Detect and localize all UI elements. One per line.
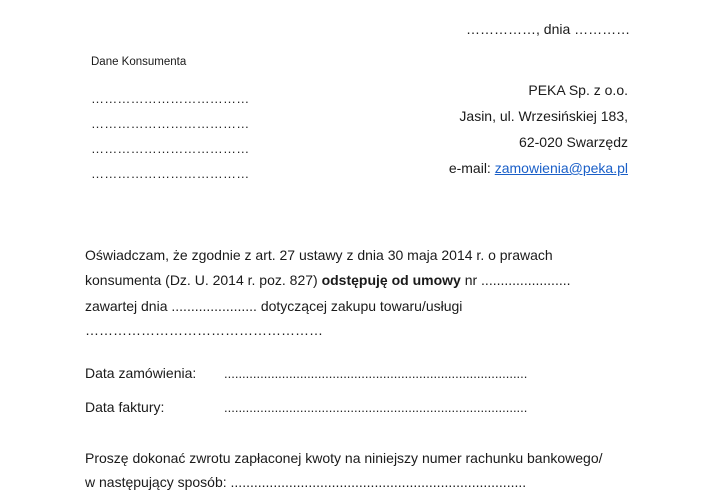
refund-method-label: w następujący sposób: [85, 474, 231, 490]
consumer-line-1: ……………………………… [91, 91, 250, 106]
company-city: 62-020 Swarzędz [519, 134, 628, 150]
consumer-line-2: ……………………………… [91, 116, 250, 131]
company-email-label: e-mail: [448, 160, 495, 176]
consumer-data-label: Dane Konsumenta [91, 56, 187, 68]
statement-line-2-text: konsumenta (Dz. U. 2014 r. poz. 827) [85, 272, 322, 288]
refund-line-1: Proszę dokonać zwrotu zapłaconej kwoty na niniejszy numer rachunku bankowego/ [85, 450, 603, 466]
order-date-dots: .................................................................................... [224, 366, 528, 381]
company-name: PEKA Sp. z o.o. [528, 82, 628, 98]
consumer-line-4: ……………………………… [91, 166, 250, 181]
statement-line-4: …………………………………………… [85, 322, 323, 338]
refund-line-2 [85, 474, 526, 490]
place-and-date-line: ……………, dnia ………… [466, 21, 631, 37]
statement-line-3: zawartej dnia ...................... dotyczącej zakupu towaru/usługi [85, 298, 463, 314]
invoice-date-label: Data faktury: [85, 399, 165, 415]
invoice-date-dots: .................................................................................... [224, 400, 528, 415]
consumer-line-3: ……………………………… [91, 141, 250, 156]
statement-line-1: Oświadczam, że zgodnie z art. 27 ustawy z dnia 30 maja 2014 r. o prawach [85, 247, 553, 263]
statement-contract-number: nr ....................... [460, 272, 571, 288]
refund-method-dots: ............................................................................ [230, 474, 527, 490]
company-email-link[interactable]: zamowienia@peka.pl [494, 160, 628, 176]
statement-withdrawal-emphasis: odstępuję od umowy [321, 272, 461, 288]
statement-line-2 [85, 272, 571, 288]
company-street: Jasin, ul. Wrzesińskiej 183, [459, 108, 628, 124]
company-email-line [449, 160, 628, 176]
order-date-label: Data zamówienia: [85, 365, 197, 381]
